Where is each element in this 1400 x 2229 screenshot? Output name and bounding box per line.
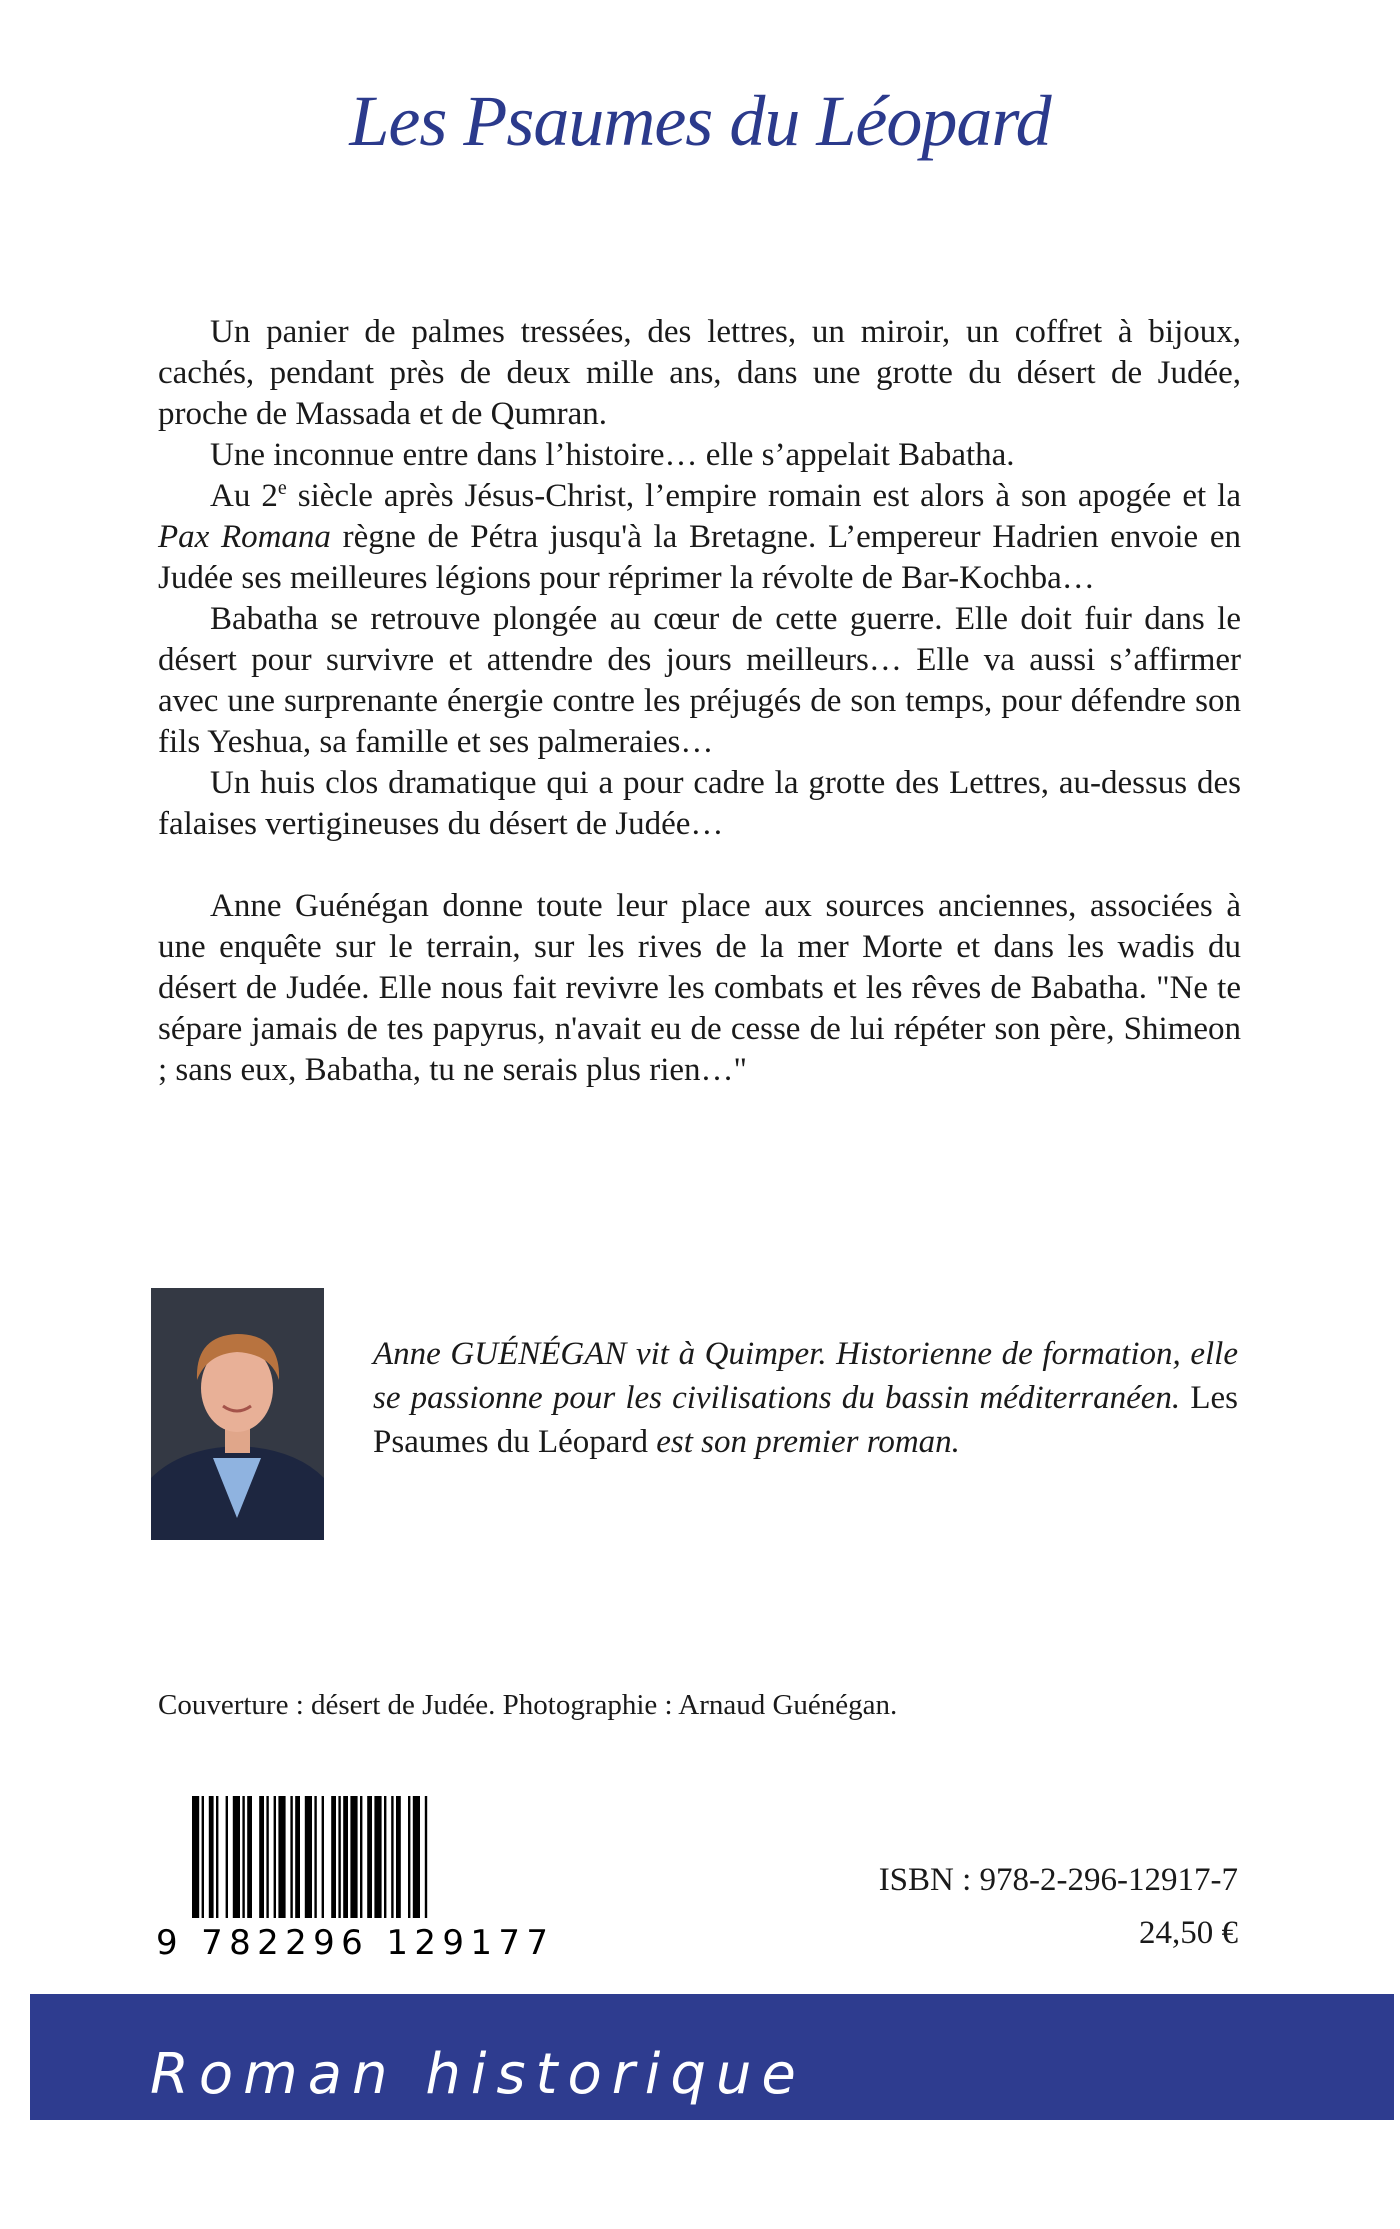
summary-paragraph: Un panier de palmes tressées, des lettres, un miroir, un coffret à bijoux, cachés, pendant près de deux mille ans, dans une grotte du désert de Judée, proche de Massada et de Qumran. — [158, 314, 1241, 432]
barcode-bar — [413, 1796, 420, 1918]
summary-paragraph: Anne Guénégan donne toute leur place aux sources anciennes, associées à une enquête sur le terrain, sur les rives de la mer Morte et dans les wadis du désert de Judée. Elle nous fait revivre les combats et les rêves de Babatha. "Ne te sépare jamais de tes papyrus, n'avait eu de cesse de lui répéter son père, Shimeon ; sans eux, Babatha, tu ne serais plus rien…" — [158, 888, 1241, 1088]
barcode-bar — [290, 1796, 292, 1918]
barcode-bar — [216, 1796, 218, 1918]
barcode-bar — [247, 1796, 252, 1918]
barcode-bar — [408, 1796, 410, 1918]
barcode-bar — [233, 1796, 240, 1918]
summary-paragraph: Un huis clos dramatique qui a pour cadre la grotte des Lettres, au-dessus des falaises vertigineuses du désert de Judée… — [158, 765, 1241, 842]
price: 24,50 € — [1139, 1915, 1238, 1951]
barcode-bar — [226, 1796, 228, 1918]
barcode-bar — [202, 1796, 204, 1918]
barcode-digits: 9 782296 129177 — [156, 1923, 548, 1958]
barcode-bar — [331, 1796, 336, 1918]
barcode-bar — [295, 1796, 300, 1918]
barcode-bar — [192, 1796, 199, 1918]
barcode-bar — [305, 1796, 312, 1918]
barcode-bar — [360, 1796, 362, 1918]
barcode-bar — [278, 1796, 285, 1918]
barcode-bar — [367, 1796, 372, 1918]
barcode-bar — [338, 1796, 340, 1918]
author-bio: Anne GUÉNÉGAN vit à Quimper. Historienne de formation, elle se passionne pour les civilisations du bassin méditerranéen. Les Psaumes du Léopard est son premier roman. — [373, 1336, 1238, 1460]
barcode-bar — [350, 1796, 357, 1918]
barcode-bar — [384, 1796, 386, 1918]
cover-credit: Couverture : désert de Judée. Photographie : Arnaud Guénégan. — [158, 1689, 898, 1721]
barcode-bar — [374, 1796, 381, 1918]
summary-paragraph: Au 2e siècle après Jésus-Christ, l’empire romain est alors à son apogée et la Pax Romana règne de Pétra jusqu'à la Bretagne. L’empereur Hadrien envoie en Judée ses meilleures légions pour réprimer la révolte de Bar-Kochba… — [158, 477, 1241, 596]
book-title: Les Psaumes du Léopard — [349, 81, 1051, 161]
back-cover-summary — [158, 312, 1241, 1091]
genre-label: Roman historique — [150, 2042, 806, 2107]
summary-paragraph: Babatha se retrouve plongée au cœur de cette guerre. Elle doit fuir dans le désert pour survivre et attendre des jours meilleurs… Elle va aussi s’affirmer avec une surprenante énergie contre les préjugés de son temps, pour défendre son fils Yeshua, sa famille et ses palmeraies… — [158, 601, 1241, 760]
barcode-bar — [343, 1796, 348, 1918]
barcode-bar — [266, 1796, 268, 1918]
barcode-bar — [396, 1796, 401, 1918]
barcode-bar — [209, 1796, 214, 1918]
barcode-bar — [242, 1796, 244, 1918]
isbn-number: ISBN : 978-2-296-12917-7 — [878, 1862, 1238, 1898]
barcode-bar — [259, 1796, 264, 1918]
barcode-bar — [314, 1796, 316, 1918]
summary-paragraph: Une inconnue entre dans l’histoire… elle s’appelait Babatha. — [210, 437, 1015, 473]
barcode-bar — [425, 1796, 427, 1918]
barcode-bar — [274, 1796, 276, 1918]
barcode-bar — [322, 1796, 324, 1918]
isbn-barcode — [156, 1796, 548, 1958]
author-photo — [151, 1288, 324, 1540]
barcode-bar — [391, 1796, 393, 1918]
